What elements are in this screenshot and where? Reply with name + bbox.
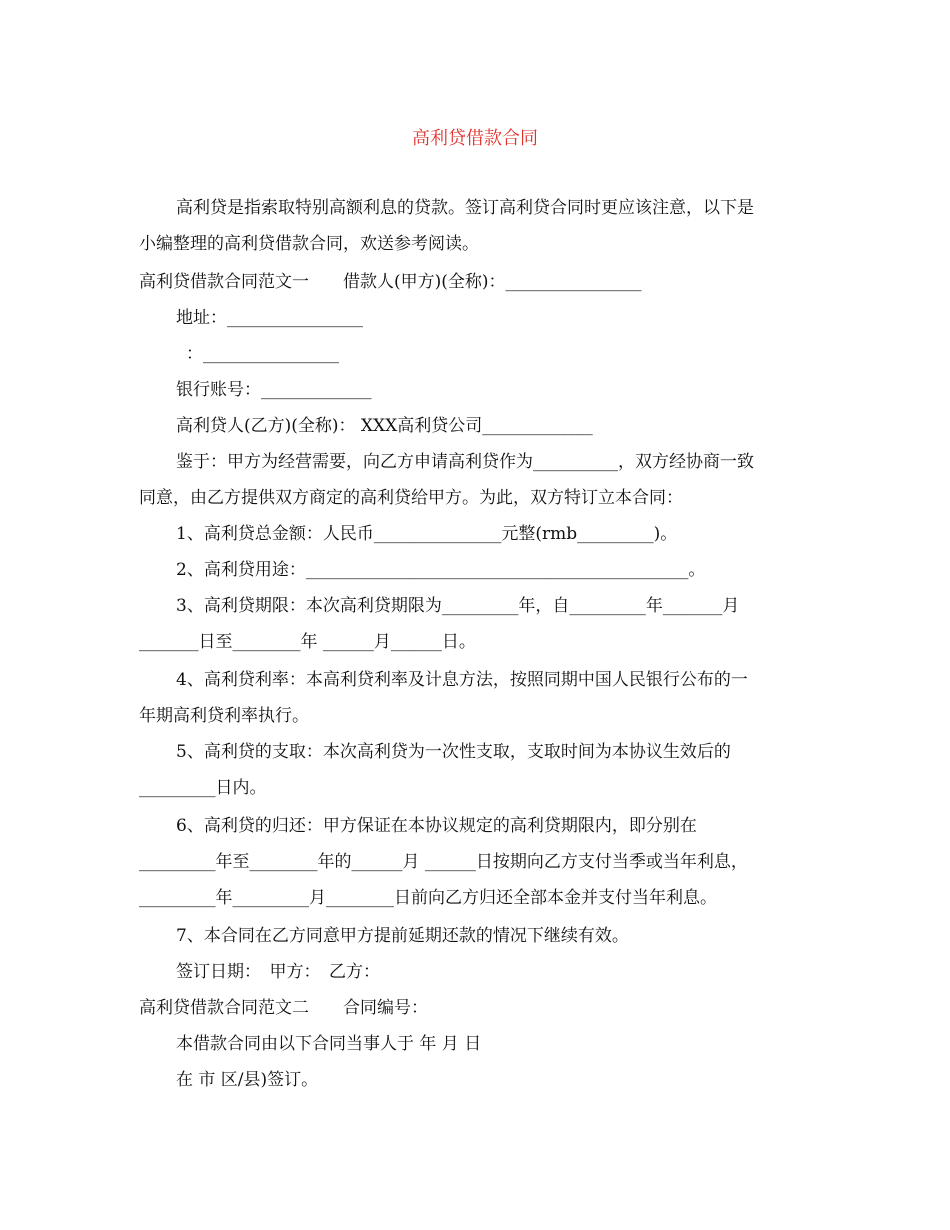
intro-line-1: 高利贷是指索取特别高额利息的贷款。签订高利贷合同时更应该注意，以下是 [176,198,754,218]
colon-field: ：________________ [186,344,339,364]
clause-3-line-1: 3、高利贷期限：本次高利贷期限为_________年，自_________年_______月 [176,596,740,616]
clause-6-line-2: _________年至________年的______月 ______日按期向乙方支付当季或当年利息， [139,852,748,872]
signing-date-line: 签订日期： 甲方： 乙方： [176,962,380,982]
clause-5-line-2: _________日内。 [139,778,267,798]
sample2-line-1: 本借款合同由以下合同当事人于 年 月 日 [176,1034,482,1054]
clause-5-line-1: 5、高利贷的支取：本次高利贷为一次性支取，支取时间为本协议生效后的 [176,742,731,762]
address-field: 地址：________________ [176,308,363,328]
sample2-line-2: 在 市 区/县)签订。 [176,1070,319,1090]
whereas-line-2: 同意，由乙方提供双方商定的高利贷给甲方。为此，双方特订立本合同： [139,488,683,508]
clause-6-line-3: _________年_________月________日前向乙方归还全部本金并支付当年利息。 [139,888,717,908]
bank-account-field: 银行账号：_____________ [176,380,372,400]
clause-2: 2、高利贷用途：_____________________________________________。 [176,560,706,580]
clause-4-line-2: 年期高利贷利率执行。 [139,706,309,726]
lender-field: 高利贷人(乙方)(全称)： XXX高利贷公司_____________ [176,416,593,436]
document-title: 高利贷借款合同 [412,128,538,149]
whereas-line-1: 鉴于：甲方为经营需要，向乙方申请高利贷作为__________，双方经协商一致 [176,452,754,472]
clause-7: 7、本合同在乙方同意甲方提前延期还款的情况下继续有效。 [176,926,629,946]
clause-6-line-1: 6、高利贷的归还：甲方保证在本协议规定的高利贷期限内，即分别在 [176,816,697,836]
clause-4-line-1: 4、高利贷利率：本高利贷利率及计息方法，按照同期中国人民银行公布的一 [176,670,748,690]
sample1-heading: 高利贷借款合同范文一 借款人(甲方)(全称)：________________ [139,272,642,292]
clause-3-line-2: _______日至________年 ______月______日。 [139,632,476,652]
intro-line-2: 小编整理的高利贷借款合同，欢送参考阅读。 [139,234,479,254]
sample2-heading: 高利贷借款合同范文二 合同编号： [139,998,428,1018]
clause-1: 1、高利贷总金额：人民币_______________元整(rmb_________)。 [176,524,678,544]
